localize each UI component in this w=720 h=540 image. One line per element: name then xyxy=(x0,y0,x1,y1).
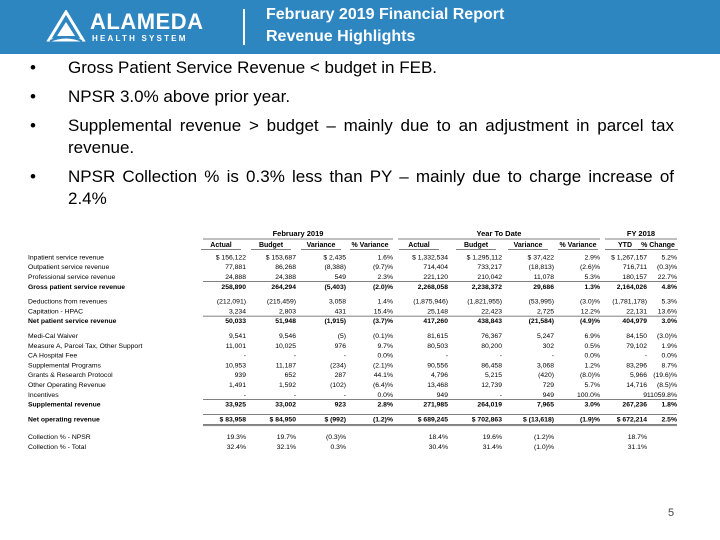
table-cell: $ 1,267,157 xyxy=(611,254,647,262)
table-cell: 3.0% xyxy=(584,401,600,409)
table-cell: (19.6)% xyxy=(653,372,677,380)
table-cell: 24,388 xyxy=(275,274,296,281)
highlights-list xyxy=(28,57,674,217)
table-cell: 5.7% xyxy=(584,382,600,389)
row-label: Medi-Cal Waiver xyxy=(28,333,78,340)
column-header: Variance xyxy=(306,242,336,249)
table-cell: 8.7% xyxy=(661,362,677,370)
table-cell: 83,296 xyxy=(626,362,647,370)
table-cell: (2.6)% xyxy=(579,264,600,272)
table-cell: 3,234 xyxy=(228,308,246,316)
table-cell: 1.6% xyxy=(377,254,393,262)
table-cell: 76,367 xyxy=(481,333,502,340)
column-header: Actual xyxy=(210,242,232,249)
table-cell: 6.9% xyxy=(584,333,600,340)
table-cell: $ 702,863 xyxy=(471,416,502,424)
logo-subtitle: HEALTH SYSTEM xyxy=(92,34,188,43)
table-cell: 3.0% xyxy=(661,318,677,326)
table-cell: - xyxy=(499,352,502,360)
table-cell: 90,556 xyxy=(427,362,448,370)
table-cell: 29,686 xyxy=(533,283,554,291)
table-cell: 5.2% xyxy=(661,254,677,262)
table-cell: (3.0)% xyxy=(579,298,600,306)
table-cell: 729 xyxy=(542,382,554,389)
table-cell: 3,068 xyxy=(536,362,554,370)
table-cell: 549 xyxy=(334,274,346,281)
table-cell: 9 xyxy=(643,391,647,399)
table-cell: (4.9)% xyxy=(579,318,600,326)
revenue-table xyxy=(27,226,683,488)
table-cell: 271,985 xyxy=(423,401,448,409)
table-cell: 18.4% xyxy=(428,434,448,442)
column-header: Budget xyxy=(463,242,489,249)
row-label: Inpatient service revenue xyxy=(28,254,104,262)
table-cell: 79,102 xyxy=(626,342,647,350)
table-cell: - xyxy=(644,352,647,360)
highlight-item: • Supplemental revenue > budget – mainly due to an adjustment in parcel tax revenue. xyxy=(28,115,674,159)
table-cell: 0.3% xyxy=(330,444,346,451)
table-cell: $ 2,435 xyxy=(323,254,346,262)
table-cell: (1.9)% xyxy=(579,416,600,424)
table-cell: - xyxy=(243,352,246,360)
table-cell: (9.7)% xyxy=(372,264,393,272)
table-cell: $ 84,950 xyxy=(269,416,296,424)
table-cell: 100.0% xyxy=(576,391,600,399)
table-cell: 9,546 xyxy=(278,333,296,340)
table-cell: (212,091) xyxy=(216,298,246,306)
table-cell: - xyxy=(343,352,346,360)
row-label: Supplemental Programs xyxy=(28,362,101,370)
table-cell: 15.4% xyxy=(373,308,393,316)
table-cell: $ 689,245 xyxy=(417,416,448,424)
row-label: CA Hospital Fee xyxy=(28,352,78,360)
table-cell: 976 xyxy=(334,342,346,350)
table-cell: 11,001 xyxy=(225,342,246,350)
column-header: Variance xyxy=(513,242,543,249)
logo-name: ALAMEDA xyxy=(90,9,204,34)
table-cell: (1,875,946) xyxy=(413,298,448,306)
table-cell: 19.3% xyxy=(226,434,246,442)
table-cell: 12.2% xyxy=(580,308,600,316)
table-cell: 84,150 xyxy=(626,333,647,340)
table-cell: 1.9% xyxy=(661,342,677,350)
table-cell: 258,890 xyxy=(221,283,246,291)
table-cell: 32.4% xyxy=(226,444,246,451)
table-cell: (215,459) xyxy=(266,298,296,306)
table-cell: 5,215 xyxy=(484,372,502,380)
table-cell: - xyxy=(293,391,296,399)
column-header: YTD xyxy=(618,242,632,249)
table-cell: $ 156,122 xyxy=(215,254,246,262)
group-header: Year To Date xyxy=(476,229,522,238)
alameda-logo xyxy=(46,8,236,48)
table-cell: 80,200 xyxy=(481,342,502,350)
row-label: Measure A, Parcel Tax, Other Support xyxy=(28,342,143,350)
table-cell: (3.7)% xyxy=(372,318,393,326)
table-cell: (234) xyxy=(330,362,346,370)
table-cell: 2.3% xyxy=(377,274,393,281)
table-cell: 1,592 xyxy=(278,382,296,389)
table-cell: (1,915) xyxy=(324,318,346,326)
table-cell: 11,078 xyxy=(533,274,554,281)
table-cell: (1,821,955) xyxy=(467,298,502,306)
row-label: Grants & Research Protocol xyxy=(28,372,113,380)
table-cell: 2,803 xyxy=(278,308,296,316)
table-cell: 10,025 xyxy=(275,342,296,350)
table-cell: 1,491 xyxy=(228,382,246,389)
column-header: % Change xyxy=(641,242,675,249)
table-cell: 0.0% xyxy=(584,352,600,360)
table-cell: 30.4% xyxy=(428,444,448,451)
table-cell: 923 xyxy=(334,401,346,409)
table-cell: (6.4)% xyxy=(372,382,393,389)
column-header: Budget xyxy=(258,242,284,249)
table-cell: 438,843 xyxy=(477,318,502,326)
table-cell: 4,796 xyxy=(430,372,448,380)
table-cell: 949 xyxy=(542,391,554,399)
table-cell: 2.5% xyxy=(661,416,677,424)
table-cell: 0.0% xyxy=(377,391,393,399)
table-cell: 221,120 xyxy=(423,274,448,281)
highlight-item: • NPSR 3.0% above prior year. xyxy=(28,86,674,108)
table-cell: (21,584) xyxy=(528,318,554,326)
table-cell: 5,247 xyxy=(536,333,554,340)
table-cell: $ 1,332,534 xyxy=(412,254,448,262)
row-label: Supplemental revenue xyxy=(28,401,101,409)
table-cell: 31.1% xyxy=(627,444,647,451)
table-cell: $ 153,687 xyxy=(265,254,296,262)
column-header: % Variance xyxy=(559,242,597,249)
table-cell: 25,148 xyxy=(427,308,448,316)
highlight-item: • Gross Patient Service Revenue < budget in FEB. xyxy=(28,57,674,79)
table-cell: 0.0% xyxy=(661,352,677,360)
table-cell: 5.3% xyxy=(661,298,677,306)
table-cell: 2,238,372 xyxy=(471,283,502,291)
table-cell: 302 xyxy=(542,342,554,350)
page-number: 5 xyxy=(668,507,675,519)
table-cell: (2.0)% xyxy=(372,283,393,291)
table-cell: 287 xyxy=(334,372,346,380)
table-cell: 1.4% xyxy=(377,298,393,306)
table-cell: (0.3)% xyxy=(656,264,677,272)
alameda-logo-icon xyxy=(46,10,86,44)
table-cell: (1.2)% xyxy=(533,434,554,442)
table-cell: (8,388) xyxy=(324,264,346,272)
row-label: Collection % - NPSR xyxy=(28,434,91,442)
table-cell: 51,948 xyxy=(275,318,296,326)
table-cell: 2.8% xyxy=(377,401,393,409)
table-cell: (102) xyxy=(330,382,346,389)
table-cell: 714,404 xyxy=(423,264,448,272)
table-cell: 5.3% xyxy=(584,274,600,281)
table-cell: 733,217 xyxy=(477,264,502,272)
table-cell: (5) xyxy=(337,333,346,340)
table-cell: 2,164,026 xyxy=(616,283,647,291)
table-cell: - xyxy=(499,391,502,399)
table-cell: 1.8% xyxy=(661,401,677,409)
table-cell: 12,739 xyxy=(481,382,502,389)
table-cell: 404,979 xyxy=(622,318,647,326)
table-cell: 939 xyxy=(234,372,246,380)
table-cell: 11059.8% xyxy=(646,391,677,399)
table-cell: $ (992) xyxy=(324,416,346,424)
header-banner xyxy=(0,0,720,54)
table-cell: (8.0)% xyxy=(579,372,600,380)
table-cell: 7,965 xyxy=(536,401,554,409)
table-cell: 949 xyxy=(436,391,448,399)
table-cell: (3.0)% xyxy=(656,333,677,340)
table-cell: 86,458 xyxy=(481,362,502,370)
table-cell: - xyxy=(243,391,246,399)
table-cell: (0.1)% xyxy=(372,333,393,340)
table-cell: 9.7% xyxy=(377,342,393,350)
table-cell: $ 672,214 xyxy=(616,416,647,424)
row-label: Net operating revenue xyxy=(28,416,100,424)
table-cell: 716,711 xyxy=(622,264,647,272)
table-cell: $ 37,422 xyxy=(527,254,554,262)
table-cell: 13,468 xyxy=(427,382,448,389)
table-cell: 9,541 xyxy=(228,333,246,340)
table-cell: (1.2)% xyxy=(372,416,393,424)
table-cell: 210,042 xyxy=(477,274,502,281)
table-cell: - xyxy=(551,352,554,360)
table-cell: 267,236 xyxy=(622,401,647,409)
table-cell: 13.6% xyxy=(657,308,677,316)
table-cell: 264,019 xyxy=(477,401,502,409)
table-cell: 80,503 xyxy=(427,342,448,350)
table-cell: 19.7% xyxy=(276,434,296,442)
row-label: Gross patient service revenue xyxy=(28,283,126,291)
table-cell: 33,925 xyxy=(225,401,246,409)
table-cell: (5,403) xyxy=(324,283,346,291)
table-cell: 5,966 xyxy=(629,372,647,380)
table-cell: 1.2% xyxy=(584,362,600,370)
table-cell: $ (13,618) xyxy=(523,416,554,424)
table-cell: $ 83,958 xyxy=(219,416,246,424)
table-cell: 10,953 xyxy=(225,362,246,370)
report-title: February 2019 Financial Report xyxy=(266,6,505,23)
table-cell: 86,268 xyxy=(275,264,296,272)
report-subtitle: Revenue Highlights xyxy=(266,28,416,45)
table-cell: 11,187 xyxy=(275,362,296,370)
row-label: Incentives xyxy=(28,391,59,399)
table-cell: 264,294 xyxy=(271,283,296,291)
table-cell: 4.8% xyxy=(661,283,677,291)
table-cell: 18.7% xyxy=(627,434,647,442)
table-cell: 44.1% xyxy=(373,372,393,380)
table-cell: 0.0% xyxy=(377,352,393,360)
table-cell: 431 xyxy=(334,308,346,316)
table-cell: 22.7% xyxy=(657,274,677,281)
row-label: Professional service revenue xyxy=(28,274,116,281)
table-cell: 652 xyxy=(284,372,296,380)
table-cell: (18,813) xyxy=(528,264,554,272)
table-cell: (2.1)% xyxy=(372,362,393,370)
row-label: Deductions from revenues xyxy=(28,298,108,306)
table-cell: 2,725 xyxy=(536,308,554,316)
table-cell: 3,058 xyxy=(328,298,346,306)
row-label: Outpatient service revenue xyxy=(28,264,110,272)
highlight-item: • NPSR Collection % is 0.3% less than PY – mainly due to charge increase of 2.4% xyxy=(28,166,674,210)
table-cell: - xyxy=(293,352,296,360)
group-header: FY 2018 xyxy=(626,229,656,238)
row-label: Other Operating Revenue xyxy=(28,382,106,389)
table-cell: (0.3)% xyxy=(325,434,346,442)
table-cell: $ 1,295,112 xyxy=(466,254,502,262)
column-header: % Variance xyxy=(351,242,389,249)
table-cell: 31.4% xyxy=(482,444,502,451)
table-cell: (420) xyxy=(538,372,554,380)
table-cell: (53,995) xyxy=(528,298,554,306)
header-divider xyxy=(243,9,245,45)
row-label: Net patient service revenue xyxy=(28,318,117,326)
table-cell: 81,615 xyxy=(427,333,448,340)
table-cell: 19.6% xyxy=(482,434,502,442)
table-cell: (8.5)% xyxy=(656,382,677,389)
row-label: Capitation - HPAC xyxy=(28,308,84,316)
table-cell: 22,423 xyxy=(481,308,502,316)
table-cell: 22,131 xyxy=(626,308,647,316)
table-cell: 33,002 xyxy=(275,401,296,409)
column-header: Actual xyxy=(408,242,430,249)
table-cell: (1.0)% xyxy=(533,444,554,451)
table-cell: 417,260 xyxy=(423,318,448,326)
table-cell: 77,881 xyxy=(225,264,246,272)
row-label: Collection % - Total xyxy=(28,444,87,451)
table-cell: 14,716 xyxy=(626,382,647,389)
table-cell: - xyxy=(343,391,346,399)
table-cell: 50,033 xyxy=(225,318,246,326)
table-cell: 32.1% xyxy=(276,444,296,451)
table-cell: 0.5% xyxy=(584,342,600,350)
group-header: February 2019 xyxy=(272,229,324,238)
table-cell: 1.3% xyxy=(584,283,600,291)
table-cell: 180,157 xyxy=(622,274,647,281)
table-cell: (1,781,178) xyxy=(612,298,647,306)
table-cell: - xyxy=(445,352,448,360)
table-cell: 2.9% xyxy=(584,254,600,262)
table-cell: 2,268,058 xyxy=(417,283,448,291)
table-cell: 24,888 xyxy=(225,274,246,281)
